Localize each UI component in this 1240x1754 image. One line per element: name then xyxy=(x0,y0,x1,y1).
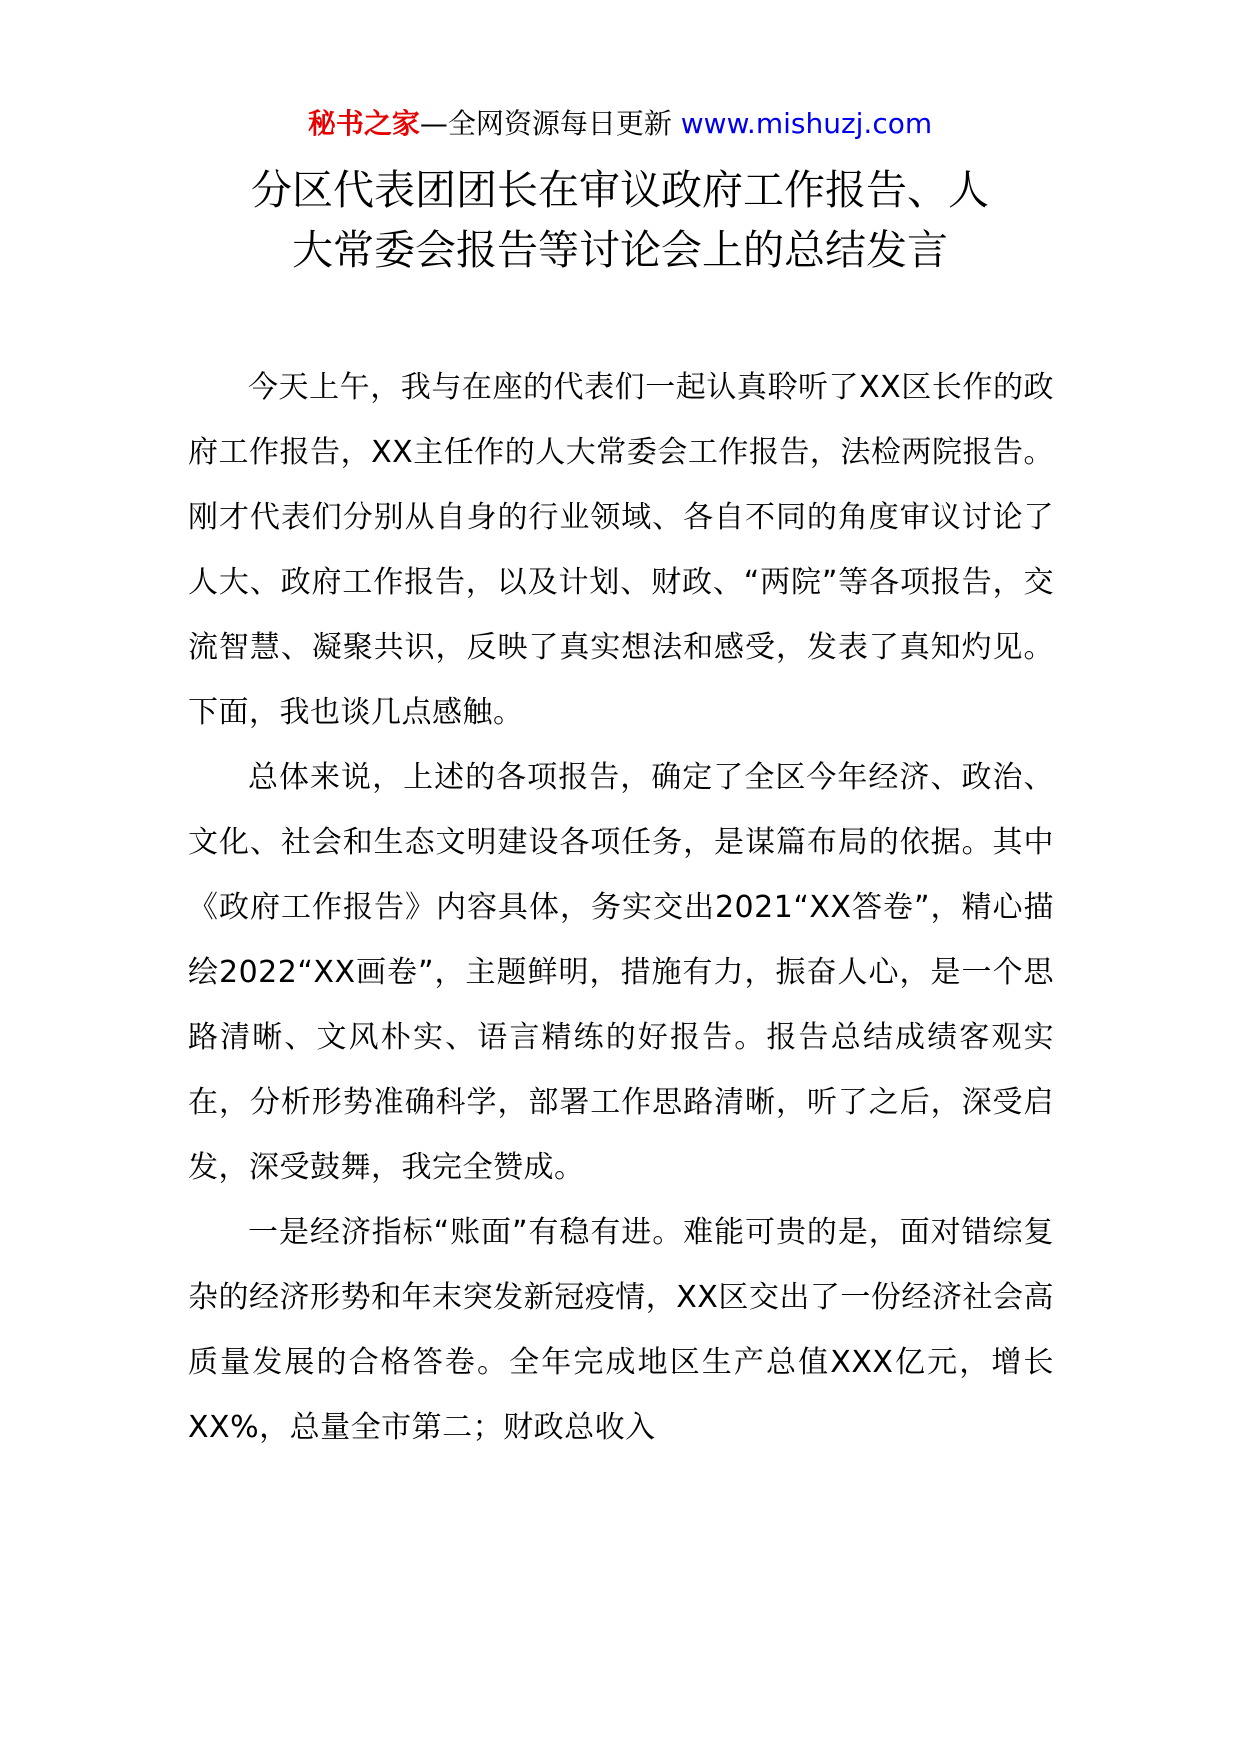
site-header xyxy=(0,100,1240,148)
paragraph-2: 总体来说，上述的各项报告，确定了全区今年经济、政治、文化、社会和生态文明建设各项任务，是谋篇布局的依据。其中《政府工作报告》内容具体，务实交出2021“XX答卷”，精心描绘2022“XX画卷”，主题鲜明，措施有力，振奋人心，是一个思路清晰、文风朴实、语言精练的好报告。报告总结成绩客观实在，分析形势准确科学，部署工作思路清晰，听了之后，深受启发，深受鼓舞，我完全赞成。 xyxy=(188,760,1054,1185)
document-body xyxy=(188,355,1054,1460)
title-line-1: 分区代表团团长在审议政府工作报告、人 xyxy=(251,166,989,214)
paragraph-1: 今天上午，我与在座的代表们一起认真聆听了XX区长作的政府工作报告，XX主任作的人大常委会工作报告，法检两院报告。刚才代表们分别从自身的行业领域、各自不同的角度审议讨论了人大、政府工作报告，以及计划、财政、“两院”等各项报告，交流智慧、凝聚共识，反映了真实想法和感受，发表了真知灼见。下面，我也谈几点感触。 xyxy=(188,370,1054,730)
site-slogan: —全网资源每日更新 xyxy=(419,107,681,140)
title-line-2: 大常委会报告等讨论会上的总结发言 xyxy=(292,226,948,274)
brand-name: 秘书之家 xyxy=(307,107,420,140)
document-title xyxy=(190,160,1050,280)
paragraph-3: 一是经济指标“账面”有稳有进。难能可贵的是，面对错综复杂的经济形势和年末突发新冠疫情，XX区交出了一份经济社会高质量发展的合格答卷。全年完成地区生产总值XXX亿元，增长XX%，总量全市第二；财政总收入 xyxy=(188,1215,1054,1445)
site-url-link[interactable]: www.mishuzj.com xyxy=(680,107,933,140)
